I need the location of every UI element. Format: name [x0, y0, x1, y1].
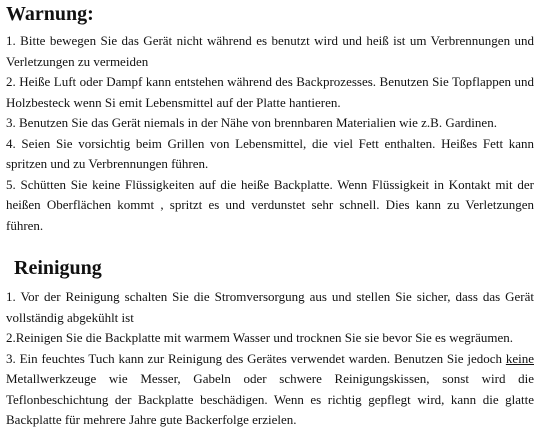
warning-item-5: 5. Schütten Sie keine Flüssigkeiten auf die heiße Backplatte. Wenn Flüssigkeit in Kontakt mit der heißen Oberflächen kommt , spritzt es und verdunstet sehr schnell. Dies kann zu Verletzungen führen. [6, 176, 534, 233]
cleaning-item-2: 2.Reinigen Sie die Backplatte mit warmem Wasser und trocknen Sie sie bevor Sie es wegräumen. [6, 330, 514, 345]
warning-item-3: 3. Benutzen Sie das Gerät niemals in der Nähe von brennbaren Materialien wie z.B. Gardinen. [6, 115, 497, 130]
cleaning-heading: Reinigung [14, 257, 102, 279]
cleaning-item-3-before: 3. Ein feuchtes Tuch kann zur Reinigung des Gerätes verwendet warden. Benutzen Sie jedoch [6, 350, 506, 366]
warning-item-2: 2. Heiße Luft oder Dampf kann entstehen während des Backprozesses. Benutzen Sie Topflappen und Holzbesteck wenn Si emit Lebensmittel auf der Platte hantieren. [6, 74, 534, 110]
cleaning-item-3-underlined: keine [505, 350, 534, 366]
cleaning-item-3-after: Metallwerkzeuge wie Messer, Gabeln oder schwere Reinigungskissen, sonst wird die Teflonbeschichtung der Backplatte beschädigen. Wenn es richtig gepflegt wird, kann die glatte Backplatte für mehrere Jahre gute Backerfolge erzielen. [6, 371, 534, 427]
cleaning-section [6, 253, 534, 431]
warning-heading: Warnung: [6, 3, 94, 25]
cleaning-list [6, 287, 534, 431]
cleaning-item-1: 1. Vor der Reinigung schalten Sie die Stromversorgung aus und stellen Sie sicher, dass das Gerät vollständig abgekühlt ist [6, 289, 534, 325]
warning-item-1: 1. Bitte bewegen Sie das Gerät nicht während es benutzt wird und heiß ist um Verbrennungen und Verletzungen zu vermeiden [6, 33, 534, 69]
warning-item-4: 4. Seien Sie vorsichtig beim Grillen von Lebensmittel, die viel Fett enthalten. Heißes Fett kann spritzen und zu Verbrennungen führen. [6, 135, 534, 171]
warning-section [6, 0, 534, 236]
cleaning-item-3 [6, 349, 534, 431]
